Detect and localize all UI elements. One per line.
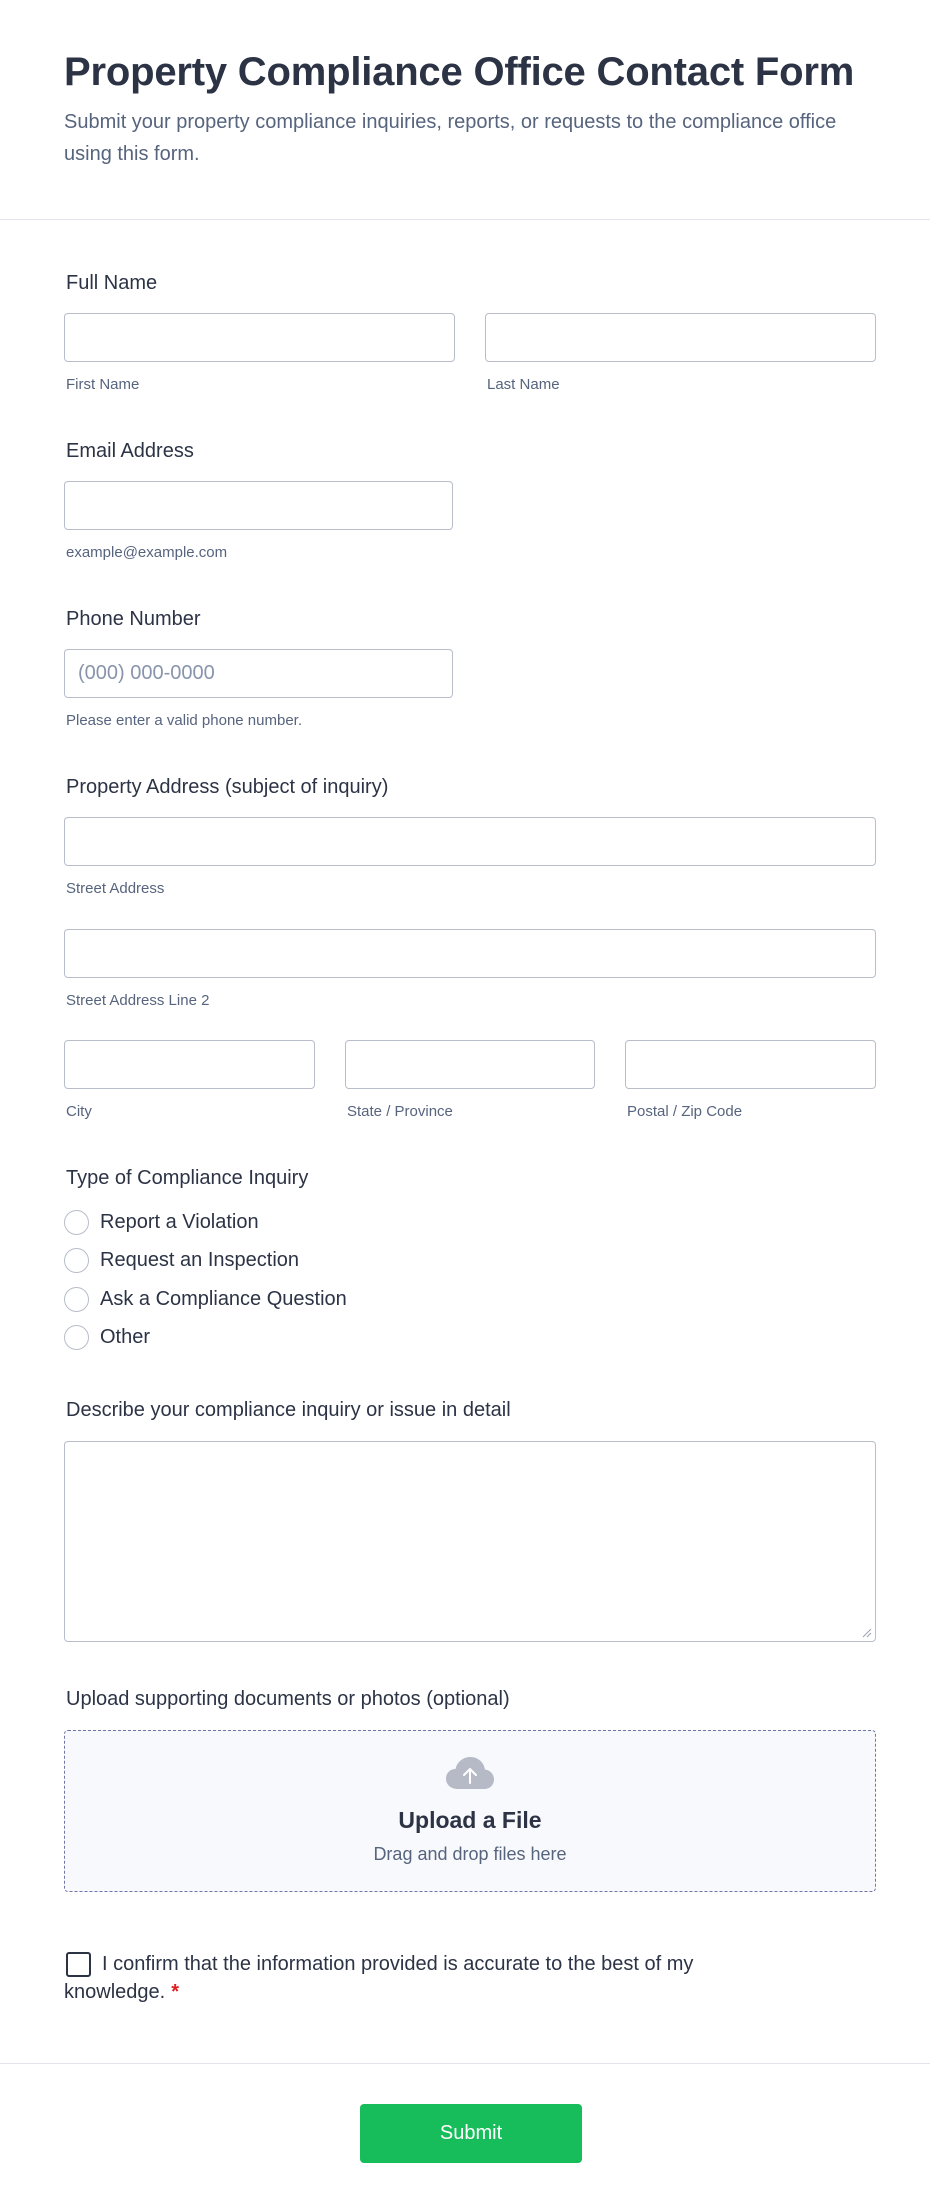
file-upload-dropzone[interactable] (64, 1730, 876, 1892)
phone-sublabel: Please enter a valid phone number. (66, 712, 302, 729)
email-label: Email Address (66, 440, 194, 462)
radio-label: Other (100, 1325, 151, 1348)
page-title: Property Compliance Office Contact Form (64, 50, 855, 94)
full-name-label: Full Name (66, 272, 158, 294)
form-header (0, 0, 930, 220)
phone-input[interactable] (64, 649, 453, 698)
radio-label: Request an Inspection (100, 1248, 300, 1271)
radio-option-request-inspection[interactable] (64, 1246, 299, 1274)
upload-title: Upload a File (398, 1807, 542, 1833)
state-sublabel: State / Province (347, 1103, 453, 1120)
submit-button[interactable]: Submit (360, 2104, 582, 2163)
cloud-upload-icon (445, 1755, 495, 1791)
first-name-sublabel: First Name (66, 376, 140, 393)
street-address-line2-input[interactable] (64, 929, 876, 978)
upload-subtitle: Drag and drop files here (373, 1844, 567, 1864)
confirm-text: I confirm that the information provided is accurate to the best of my knowledge. (64, 1953, 694, 2003)
confirm-checkbox[interactable] (66, 1952, 91, 1977)
description-label: Describe your compliance inquiry or issue in detail (66, 1399, 511, 1421)
state-input[interactable] (345, 1040, 595, 1089)
radio-option-compliance-question[interactable] (64, 1285, 347, 1313)
first-name-input[interactable] (64, 313, 455, 362)
zip-sublabel: Postal / Zip Code (627, 1103, 743, 1120)
radio-button[interactable] (64, 1287, 89, 1312)
phone-label: Phone Number (66, 608, 201, 630)
last-name-input[interactable] (485, 313, 876, 362)
radio-label: Report a Violation (100, 1210, 259, 1233)
description-textarea[interactable] (64, 1441, 876, 1642)
radio-button[interactable] (64, 1248, 89, 1273)
address-label: Property Address (subject of inquiry) (66, 776, 389, 798)
confirm-label (64, 1950, 784, 2006)
radio-label: Ask a Compliance Question (100, 1287, 347, 1310)
required-asterisk: * (171, 1981, 179, 2003)
city-input[interactable] (64, 1040, 315, 1089)
last-name-sublabel: Last Name (487, 376, 560, 393)
page-subtitle: Submit your property compliance inquiries, reports, or requests to the compliance office using this form. (64, 111, 837, 165)
radio-option-report-violation[interactable] (64, 1208, 259, 1236)
resize-grip-icon[interactable] (862, 1628, 872, 1638)
radio-option-other[interactable] (64, 1323, 150, 1351)
inquiry-type-label: Type of Compliance Inquiry (66, 1167, 309, 1189)
street-address-input[interactable] (64, 817, 876, 866)
form-footer (0, 2063, 930, 2210)
street-address-line2-sublabel: Street Address Line 2 (66, 992, 210, 1009)
radio-button[interactable] (64, 1325, 89, 1350)
upload-label: Upload supporting documents or photos (optional) (66, 1688, 510, 1710)
email-input[interactable] (64, 481, 453, 530)
zip-input[interactable] (625, 1040, 876, 1089)
radio-button[interactable] (64, 1210, 89, 1235)
city-sublabel: City (66, 1103, 92, 1120)
email-sublabel: example@example.com (66, 544, 228, 561)
street-address-sublabel: Street Address (66, 880, 165, 897)
